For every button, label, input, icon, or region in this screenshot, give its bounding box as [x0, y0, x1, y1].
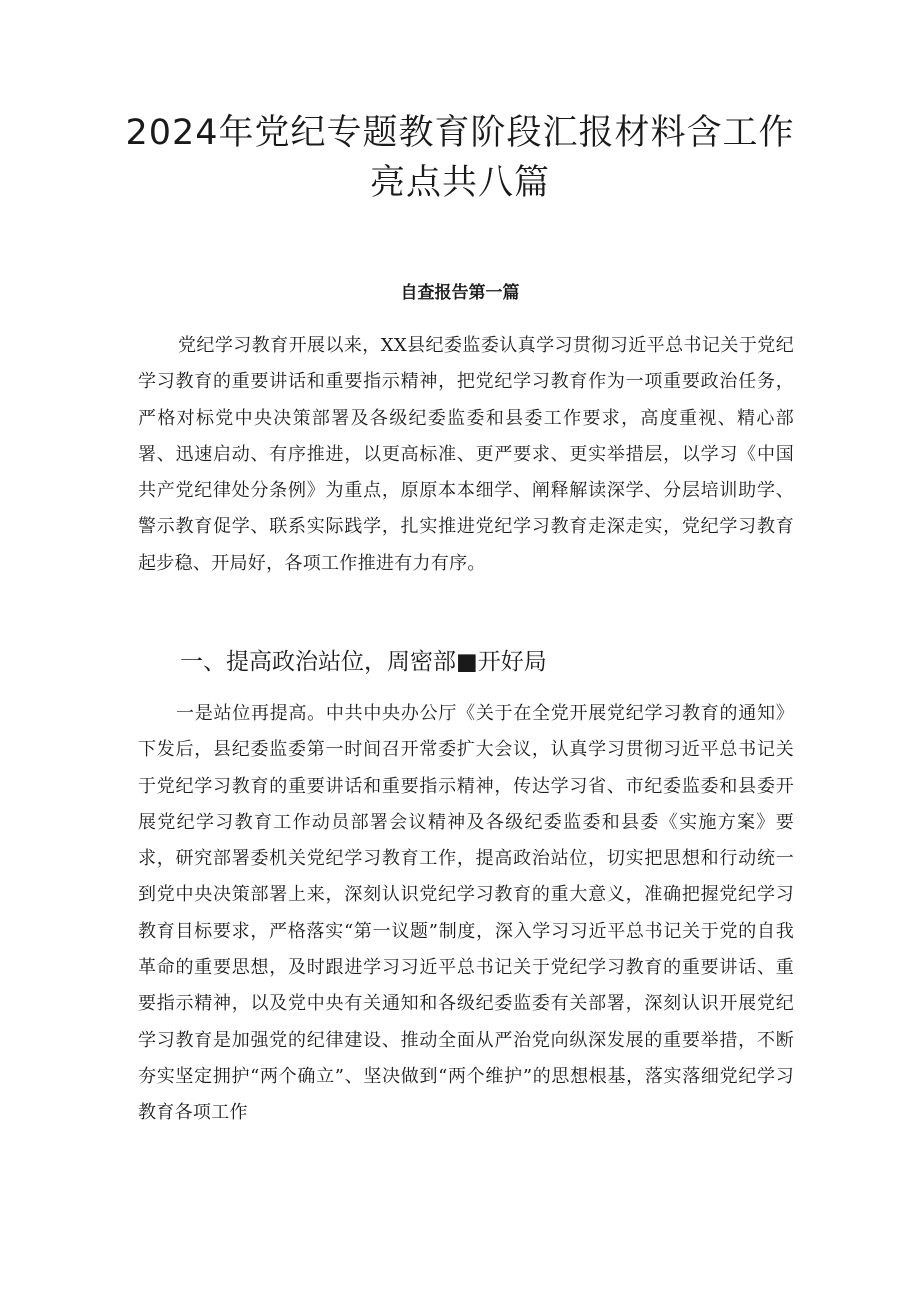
document-title: [120, 108, 800, 208]
report-subtitle: 自查报告第一篇: [400, 283, 520, 303]
intro-paragraph: 党纪学习教育开展以来，XX县纪委监委认真学习贯彻习近平总书记关于党纪学习教育的重要讲话和重要指示精神，把党纪学习教育作为一项重要政治任务，严格对标党中央决策部署及各级纪委监委和县委工作要求，高度重视、精心部署、迅速启动、有序推进，以更高标准、更严要求、更实举措层，以学习《中国共产党纪律处分条例》为重点，原原本本细学、阐释解读深学、分层培训助学、警示教育促学、联系实际践学，扎实推进党纪学习教育走深走实，党纪学习教育起步稳、开局好，各项工作推进有力有序。: [138, 335, 794, 574]
document-title-line-2: 亮点共八篇: [369, 163, 550, 203]
body-paragraph: 一是站位再提高。中共中央办公厅《关于在全党开展党纪学习教育的通知》下发后，县纪委监委第一时间召开常委扩大会议，认真学习贯彻习近平总书记关于党纪学习教育的重要讲话和重要指示精神，传达学习省、市纪委监委和县委开展党纪学习教育工作动员部署会议精神及各级纪委监委和县委《实施方案》要求，研究部署委机关党纪学习教育工作，提高政治站位，切实把思想和行动统一到党中央决策部署上来，深刻认识党纪学习教育的重大意义，准确把握党纪学习教育目标要求，严格落实“第一议题”制度，深入学习习近平总书记关于党的自我革命的重要思想，及时跟进学习习近平总书记关于党纪学习教育的重要讲话、重要指示精神，以及党中央有关通知和各级纪委监委有关部署，深刻认识开展党纪学习教育是加强党的纪律建设、推动全面从严治党向纵深发展的重要举措，不断夯实坚定拥护“两个确立”、坚决做到“两个维护”的思想根基，落实落细党纪学习教育各项工作: [138, 703, 794, 1124]
section-heading: 一、提高政治站位，周密部■开好局: [180, 649, 547, 675]
document-title-line-1: 2024年党纪专题教育阶段汇报材料含工作: [125, 113, 795, 153]
